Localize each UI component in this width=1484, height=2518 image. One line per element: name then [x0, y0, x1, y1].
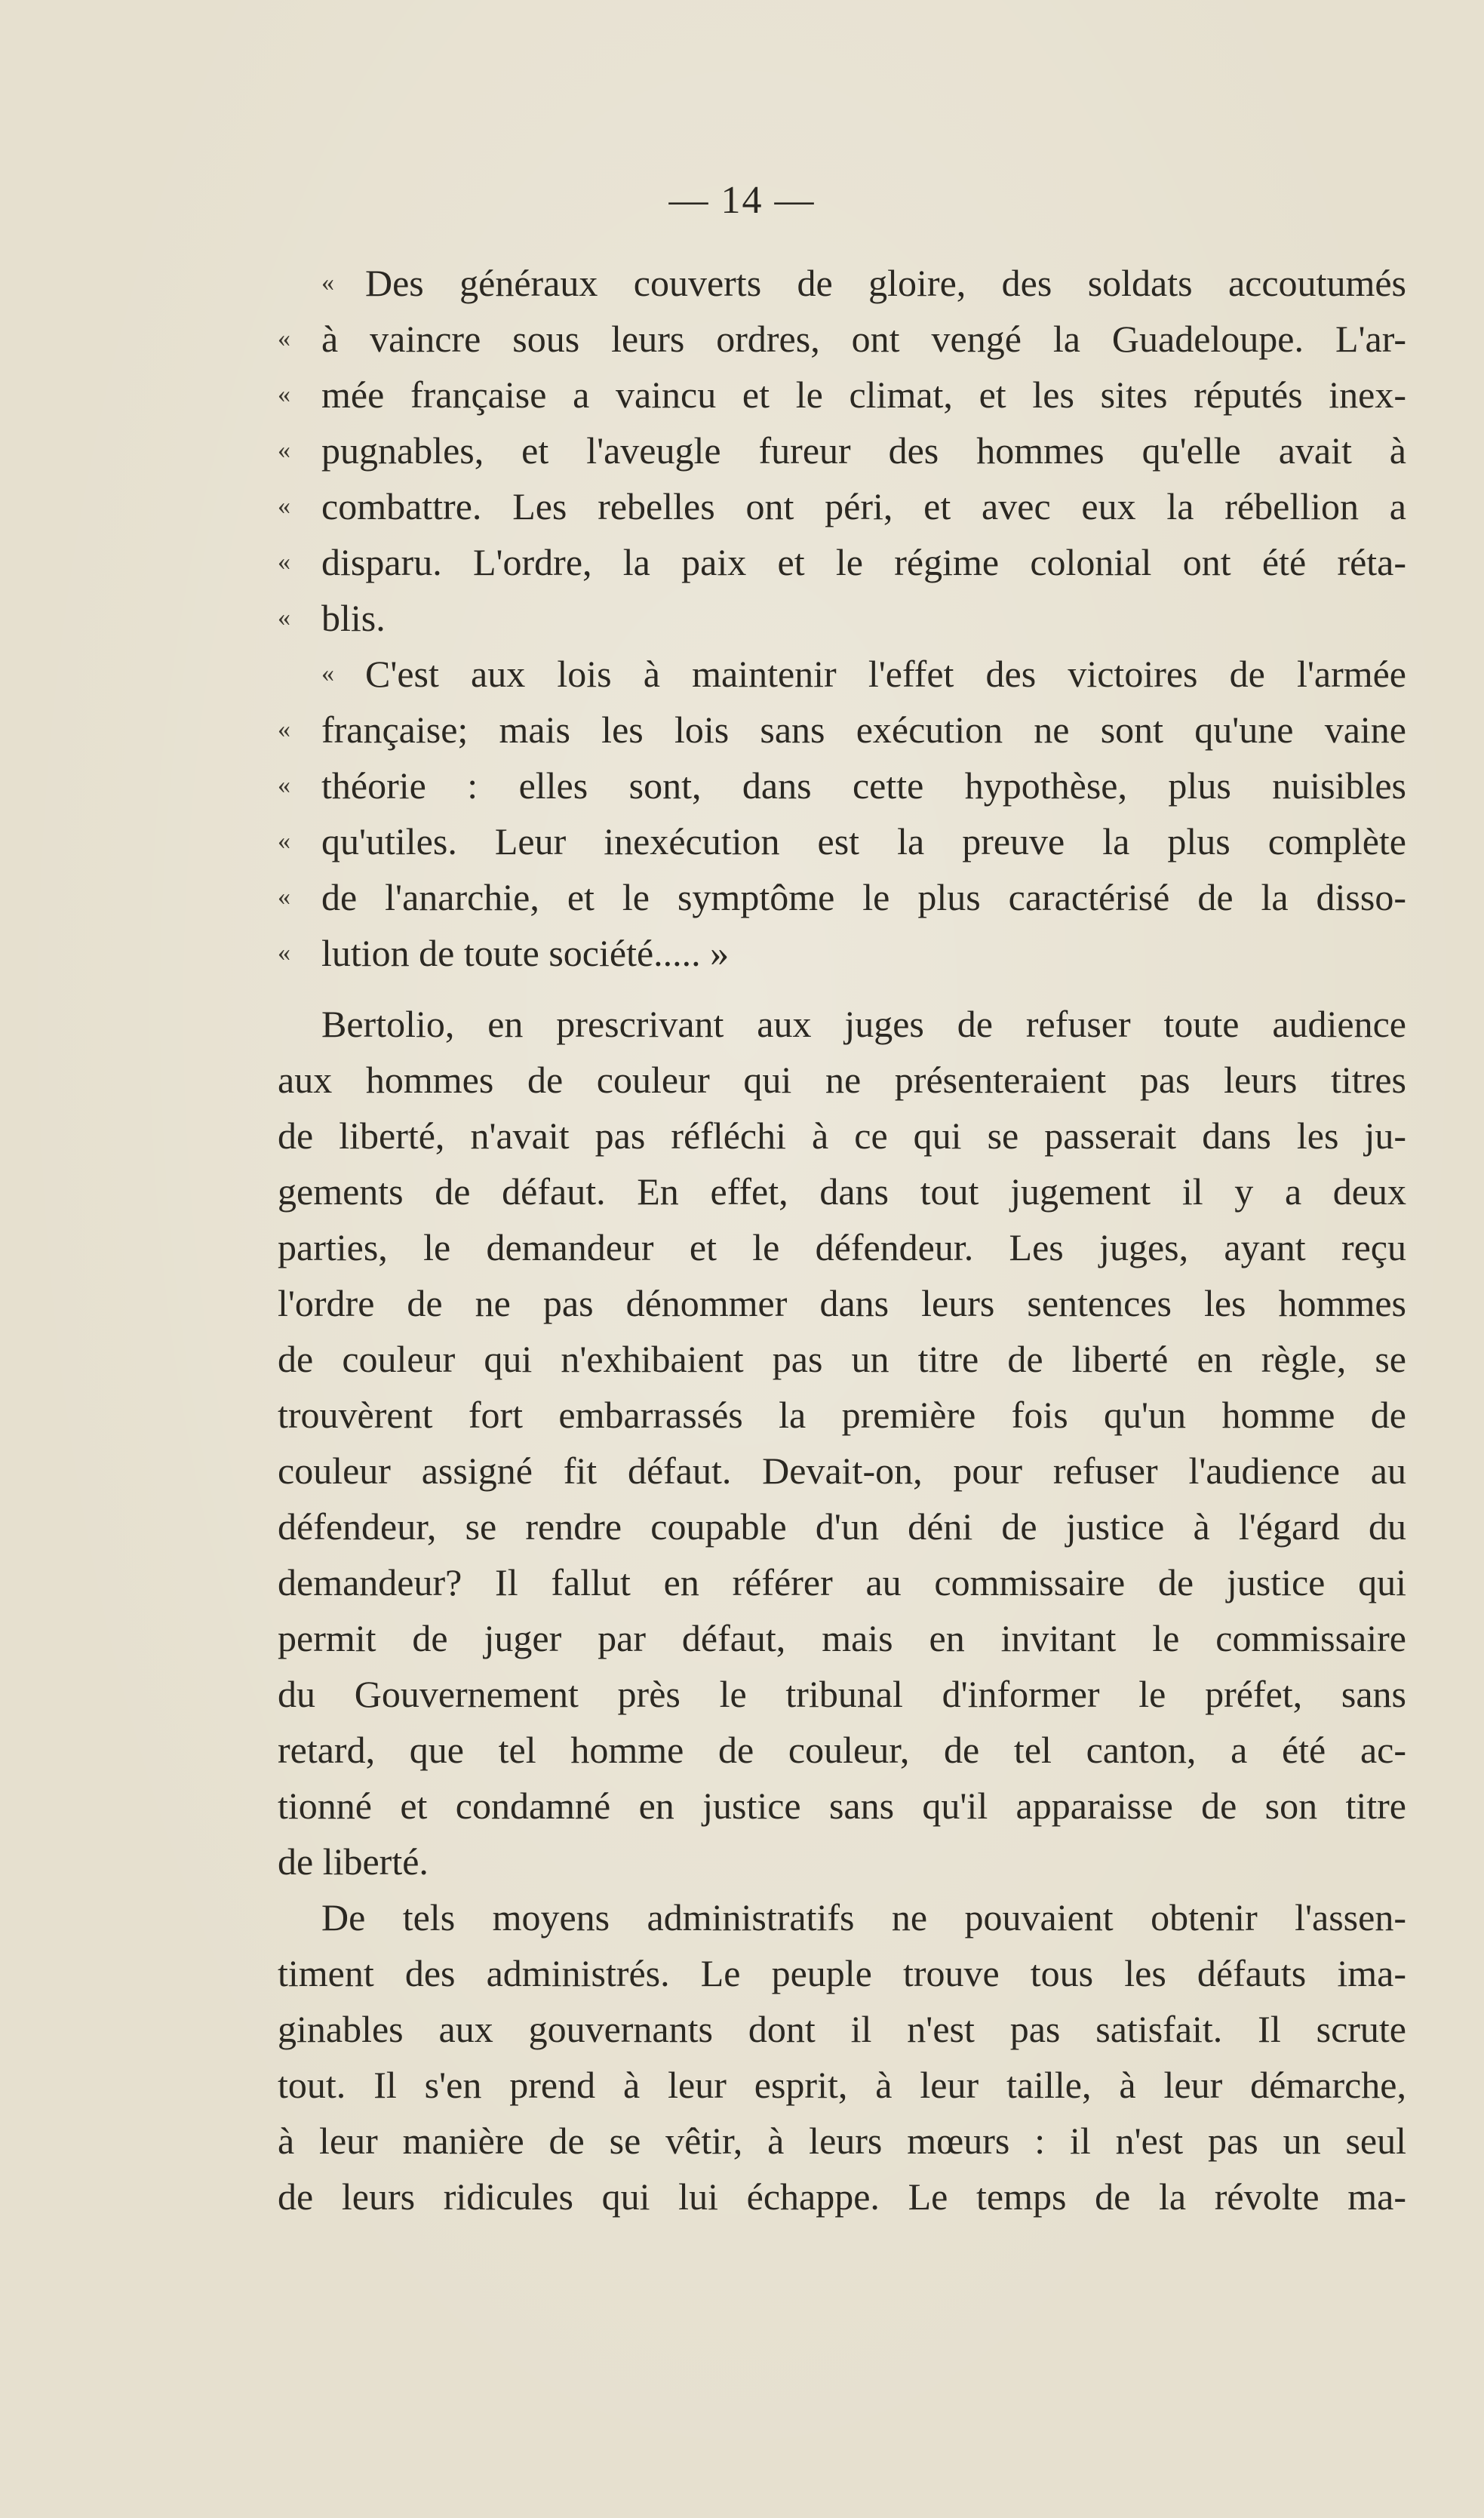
quote-mark: «: [278, 771, 290, 799]
text-line: ginables aux gouvernants dont il n'est pas satisfait. Il scrute: [278, 2008, 1406, 2050]
text-line: permit de juger par défaut, mais en invitant le commissaire: [278, 1617, 1406, 1659]
text-line: retard, que tel homme de couleur, de tel canton, a été ac-: [278, 1729, 1406, 1771]
text-line: défendeur, se rendre coupable d'un déni de justice à l'égard du: [278, 1505, 1406, 1548]
quote-mark: «: [278, 324, 290, 352]
text-line: « qu'utiles. Leur inexécution est la preuve la plus complète: [278, 813, 1406, 869]
text-line: à leur manière de se vêtir, à leurs mœurs : il n'est pas un seul: [278, 2120, 1406, 2162]
text-line: l'ordre de ne pas dénommer dans leurs sentences les hommes: [278, 1282, 1406, 1324]
body-paragraph-2: [278, 1889, 1406, 2224]
quote-mark: «: [278, 827, 290, 855]
quote-mark: «: [278, 883, 290, 911]
text-line: parties, le demandeur et le défendeur. Les juges, ayant reçu: [278, 1226, 1406, 1268]
text-line: aux hommes de couleur qui ne présenteraient pas leurs titres: [278, 1059, 1406, 1101]
quote-mark: «: [278, 380, 290, 408]
text-line: « mée française a vaincu et le climat, et les sites réputés inex-: [278, 367, 1406, 423]
quote-paragraph-1: [278, 255, 1406, 646]
text-line: Bertolio, en prescrivant aux juges de refuser toute audience: [321, 1003, 1406, 1045]
text-line: « lution de toute société..... »: [278, 925, 1406, 981]
body-text: [278, 996, 1406, 2224]
body-paragraph-1: [278, 996, 1406, 1889]
text-line: couleur assigné fit défaut. Devait-on, pour refuser l'audience au: [278, 1450, 1406, 1492]
text-line: « disparu. L'ordre, la paix et le régime colonial ont été réta-: [278, 534, 1406, 590]
quote-mark: «: [278, 548, 290, 576]
quote-mark: «: [278, 939, 290, 967]
text-line: « théorie : elles sont, dans cette hypothèse, plus nuisibles: [278, 758, 1406, 813]
text-line: tout. Il s'en prend à leur esprit, à leur taille, à leur démarche,: [278, 2064, 1406, 2106]
text-line: « de l'anarchie, et le symptôme le plus caractérisé de la disso-: [278, 869, 1406, 925]
quote-paragraph-2: [278, 646, 1406, 981]
text-line: « Des généraux couverts de gloire, des soldats accoutumés: [278, 255, 1406, 311]
text-line: « française; mais les lois sans exécution ne sont qu'une vaine: [278, 702, 1406, 758]
quote-mark: «: [321, 659, 334, 687]
text-line: trouvèrent fort embarrassés la première fois qu'un homme de: [278, 1394, 1406, 1436]
text-line: de liberté, n'avait pas réfléchi à ce qui se passerait dans les ju-: [278, 1114, 1406, 1157]
text-line: gements de défaut. En effet, dans tout jugement il y a deux: [278, 1170, 1406, 1213]
text-line: « pugnables, et l'aveugle fureur des hommes qu'elle avait à: [278, 423, 1406, 478]
quotation-block: [278, 255, 1406, 981]
text-line: tionné et condamné en justice sans qu'il apparaisse de son titre: [278, 1785, 1406, 1827]
text-line: de couleur qui n'exhibaient pas un titre de liberté en règle, se: [278, 1338, 1406, 1380]
text-line: du Gouvernement près le tribunal d'informer le préfet, sans: [278, 1673, 1406, 1715]
text-line: « à vaincre sous leurs ordres, ont vengé la Guadeloupe. L'ar-: [278, 311, 1406, 367]
text-line: De tels moyens administratifs ne pouvaient obtenir l'assen-: [321, 1896, 1406, 1938]
text-line: timent des administrés. Le peuple trouve tous les défauts ima-: [278, 1952, 1406, 1994]
quote-mark: «: [321, 269, 334, 297]
text-line: de liberté.: [278, 1840, 429, 1883]
page-number: — 14 —: [668, 179, 816, 222]
text-line: « C'est aux lois à maintenir l'effet des victoires de l'armée: [278, 646, 1406, 702]
quote-mark: «: [278, 436, 290, 464]
text-line: de leurs ridicules qui lui échappe. Le temps de la révolte ma-: [278, 2175, 1406, 2218]
text-line: « blis.: [278, 590, 1406, 646]
quote-mark: «: [278, 604, 290, 632]
quote-mark: «: [278, 492, 290, 520]
quote-mark: «: [278, 715, 290, 743]
text-line: « combattre. Les rebelles ont péri, et avec eux la rébellion a: [278, 478, 1406, 534]
text-line: demandeur? Il fallut en référer au commissaire de justice qui: [278, 1561, 1406, 1603]
